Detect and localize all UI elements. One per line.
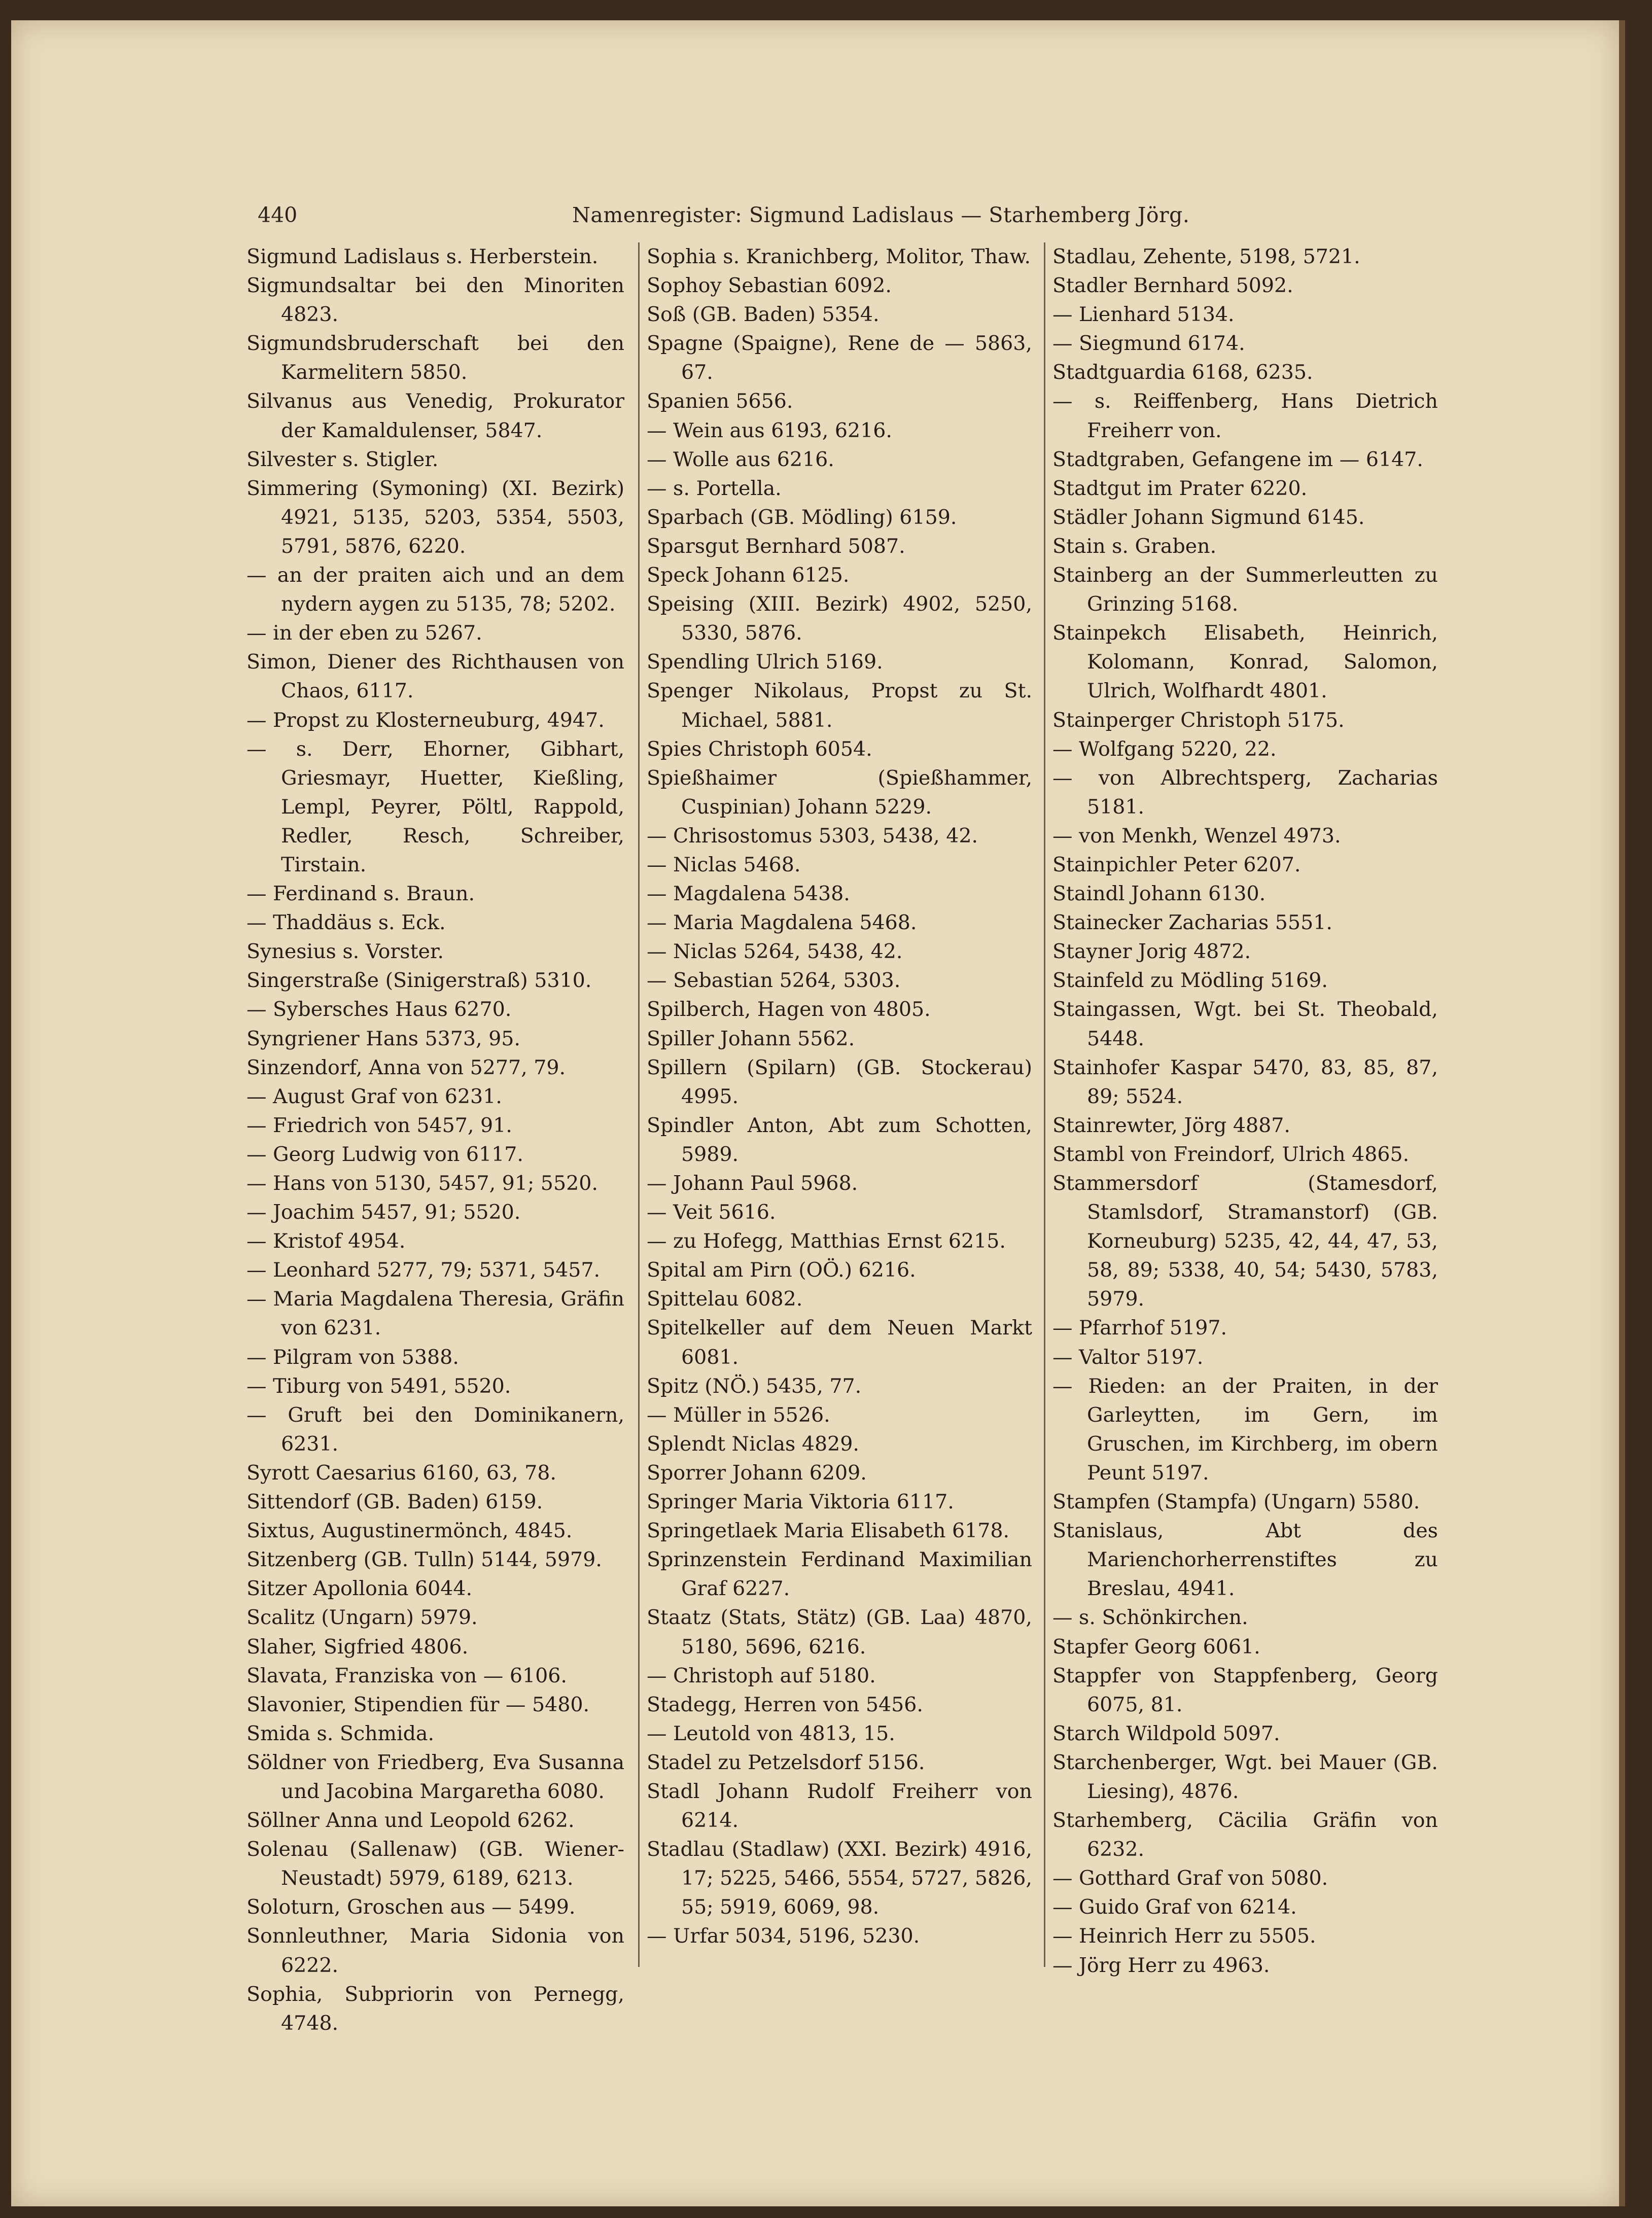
index-entry: — Niclas 5264, 5438, 42.	[647, 940, 903, 964]
index-entry: Spilberch, Hagen von 4805.	[647, 998, 931, 1022]
index-entry: Sitzenberg (GB. Tulln) 5144, 5979.	[247, 1548, 602, 1572]
index-entry: — Wolfgang 5220, 22.	[1052, 737, 1277, 761]
index-entry: Stadler Bernhard 5092.	[1052, 274, 1293, 298]
index-entry: Springer Maria Viktoria 6117.	[647, 1490, 954, 1514]
index-entry: Stambl von Freindorf, Ulrich 4865.	[1052, 1142, 1410, 1166]
index-entry: Spendling Ulrich 5169.	[647, 650, 883, 674]
index-entry: Stammersdorf (Stamesdorf, Stamlsdorf, Stramanstorf) (GB. Korneuburg) 5235, 42, 44, 47, 53, 58, 89; 5338, 40, 54; 5430, 5783, 5979.	[1052, 1172, 1438, 1311]
index-entry: Slaher, Sigfried 4806.	[247, 1635, 469, 1659]
index-entry: Spenger Nikolaus, Propst zu St. Michael, 5881.	[647, 679, 1032, 732]
index-entry: — s. Derr, Ehorner, Gibhart, Griesmayr, Huetter, Kießling, Lempl, Peyrer, Pöltl, Rappold, Redler, Resch, Schreiber, Tirstain.	[247, 737, 624, 876]
index-column-middle	[647, 242, 1032, 1951]
index-entry: Stadl Johann Rudolf Freiherr von 6214.	[647, 1779, 1032, 1833]
index-entry: Spießhaimer (Spießhammer, Cuspinian) Johann 5229.	[647, 766, 1032, 819]
index-entry: — Leutold von 4813, 15.	[647, 1721, 895, 1745]
index-entry: — Pilgram von 5388.	[247, 1345, 459, 1369]
index-entry: — s. Schönkirchen.	[1052, 1606, 1248, 1630]
index-entry: Städler Johann Sigmund 6145.	[1052, 505, 1365, 529]
page-number: 440	[258, 203, 298, 227]
index-entry: Singerstraße (Sinigerstraß) 5310.	[247, 969, 592, 993]
index-entry: — Chrisostomus 5303, 5438, 42.	[647, 824, 978, 848]
index-entry: — zu Hofegg, Matthias Ernst 6215.	[647, 1229, 1006, 1253]
index-entry: Slavata, Franziska von — 6106.	[247, 1664, 567, 1687]
index-entry: — Urfar 5034, 5196, 5230.	[647, 1924, 920, 1948]
index-entry: — Propst zu Klosterneuburg, 4947.	[247, 708, 605, 732]
index-entry: Stainpekch Elisabeth, Heinrich, Kolomann, Konrad, Salomon, Ulrich, Wolfhardt 4801.	[1052, 621, 1438, 703]
index-entry: — Hans von 5130, 5457, 91; 5520.	[247, 1172, 598, 1195]
page-header	[258, 203, 1191, 233]
index-entry: Simmering (Symoning) (XI. Bezirk) 4921, 5135, 5203, 5354, 5503, 5791, 5876, 6220.	[247, 476, 624, 558]
index-entry: Stanislaus, Abt des Marienchorherrenstiftes zu Breslau, 4941.	[1052, 1519, 1438, 1601]
index-entry: Stainhofer Kaspar 5470, 83, 85, 87, 89; 5524.	[1052, 1055, 1438, 1108]
index-entry: Soloturn, Groschen aus — 5499.	[247, 1895, 576, 1919]
index-entry: — Guido Graf von 6214.	[1052, 1895, 1297, 1919]
index-entry: Sinzendorf, Anna von 5277, 79.	[247, 1055, 566, 1079]
index-entry: Starch Wildpold 5097.	[1052, 1721, 1280, 1745]
index-entry: — von Menkh, Wenzel 4973.	[1052, 824, 1341, 848]
index-entry: — Christoph auf 5180.	[647, 1664, 876, 1687]
index-entry: — Rieden: an der Praiten, in der Garleytten, im Gern, im Gruschen, im Kirchberg, im obern Peunt 5197.	[1052, 1374, 1438, 1485]
index-entry: Sparbach (GB. Mödling) 6159.	[647, 505, 957, 529]
index-entry: Stainpichler Peter 6207.	[1052, 853, 1301, 876]
index-entry: — Georg Ludwig von 6117.	[247, 1142, 523, 1166]
index-entry: — in der eben zu 5267.	[247, 621, 482, 645]
index-entry: Spies Christoph 6054.	[647, 737, 872, 761]
index-entry: Staingassen, Wgt. bei St. Theobald, 5448.	[1052, 998, 1438, 1050]
index-entry: Stainrewter, Jörg 4887.	[1052, 1113, 1290, 1137]
running-title: Namenregister: Sigmund Ladislaus — Starhemberg Jörg.	[572, 203, 1190, 227]
index-entry: Stadtgraben, Gefangene im — 6147.	[1052, 447, 1423, 471]
index-entry: Syrott Caesarius 6160, 63, 78.	[247, 1461, 556, 1485]
index-entry: Stadel zu Petzelsdorf 5156.	[647, 1750, 925, 1774]
index-entry: Stadlau, Zehente, 5198, 5721.	[1052, 245, 1360, 268]
index-entry: Stapfer Georg 6061.	[1052, 1635, 1260, 1659]
index-entry: Sonnleuthner, Maria Sidonia von 6222.	[247, 1924, 624, 1977]
index-column-left	[247, 242, 624, 2038]
index-entry: Sigmundsaltar bei den Minoriten 4823.	[247, 274, 624, 327]
index-entry: Spagne (Spaigne), Rene de — 5863, 67.	[647, 332, 1032, 384]
index-entry: Stainecker Zacharias 5551.	[1052, 911, 1332, 935]
index-entry: — Jörg Herr zu 4963.	[1052, 1953, 1270, 1977]
index-entry: Speising (XIII. Bezirk) 4902, 5250, 5330, 5876.	[647, 592, 1032, 645]
index-entry: — Gruft bei den Dominikanern, 6231.	[247, 1403, 624, 1456]
index-entry: Staatz (Stats, Stätz) (GB. Laa) 4870, 5180, 5696, 6216.	[647, 1606, 1032, 1659]
index-entry: — Heinrich Herr zu 5505.	[1052, 1924, 1316, 1948]
index-entry: Sporrer Johann 6209.	[647, 1461, 867, 1485]
index-entry: Spanien 5656.	[647, 390, 793, 413]
index-entry: — Lienhard 5134.	[1052, 303, 1235, 327]
index-entry: — Tiburg von 5491, 5520.	[247, 1374, 511, 1398]
index-entry: Sparsgut Bernhard 5087.	[647, 534, 905, 558]
index-entry: — August Graf von 6231.	[247, 1084, 502, 1108]
index-entry: Silvester s. Stigler.	[247, 447, 439, 471]
index-entry: — Sebastian 5264, 5303.	[647, 969, 901, 993]
index-entry: Stain s. Graben.	[1052, 534, 1217, 558]
index-entry: — Maria Magdalena 5468.	[647, 911, 917, 935]
index-entry: Stainberg an der Summerleutten zu Grinzing 5168.	[1052, 564, 1438, 616]
index-entry: Starchenberger, Wgt. bei Mauer (GB. Liesing), 4876.	[1052, 1750, 1438, 1803]
index-entry: Sophia s. Kranichberg, Molitor, Thaw.	[647, 245, 1031, 268]
column-divider	[638, 242, 640, 1967]
index-entry: — Valtor 5197.	[1052, 1345, 1204, 1369]
index-entry: — Thaddäus s. Eck.	[247, 911, 446, 935]
index-entry: Stadegg, Herren von 5456.	[647, 1693, 923, 1716]
index-entry: Sophia, Subpriorin von Pernegg, 4748.	[247, 1982, 624, 2035]
index-entry: — Gotthard Graf von 5080.	[1052, 1867, 1328, 1890]
index-entry: — von Albrechtsperg, Zacharias 5181.	[1052, 766, 1438, 819]
index-entry: Springetlaek Maria Elisabeth 6178.	[647, 1519, 1010, 1543]
index-entry: Sittendorf (GB. Baden) 6159.	[247, 1490, 543, 1514]
index-entry: Soß (GB. Baden) 5354.	[647, 303, 880, 327]
index-entry: Sitzer Apollonia 6044.	[247, 1577, 473, 1601]
index-entry: Stappfer von Stappfenberg, Georg 6075, 81.	[1052, 1664, 1438, 1716]
column-divider	[1044, 242, 1045, 1967]
index-entry: Sigmund Ladislaus s. Herberstein.	[247, 245, 599, 268]
index-entry: Sprinzenstein Ferdinand Maximilian Graf 6227.	[647, 1548, 1032, 1601]
index-entry: Smida s. Schmida.	[247, 1721, 435, 1745]
index-entry: — Magdalena 5438.	[647, 882, 850, 906]
index-entry: — Kristof 4954.	[247, 1229, 406, 1253]
index-entry: — Maria Magdalena Theresia, Gräfin von 6231.	[247, 1287, 624, 1340]
index-entry: — Niclas 5468.	[647, 853, 801, 876]
index-entry: Stayner Jorig 4872.	[1052, 940, 1251, 964]
index-entry: Splendt Niclas 4829.	[647, 1432, 859, 1456]
index-entry: — Friedrich von 5457, 91.	[247, 1113, 512, 1137]
index-entry: Synesius s. Vorster.	[247, 940, 444, 964]
index-entry: Starhemberg, Cäcilia Gräfin von 6232.	[1052, 1809, 1438, 1861]
index-entry: Stainperger Christoph 5175.	[1052, 708, 1345, 732]
index-entry: Silvanus aus Venedig, Prokurator der Kamaldulenser, 5847.	[247, 390, 624, 442]
index-entry: — Wolle aus 6216.	[647, 447, 834, 471]
index-entry: Speck Johann 6125.	[647, 564, 850, 587]
index-entry: Stadtguardia 6168, 6235.	[1052, 361, 1313, 384]
index-entry: Simon, Diener des Richthausen von Chaos, 6117.	[247, 650, 624, 703]
index-entry: — Siegmund 6174.	[1052, 332, 1245, 356]
index-entry: Stainfeld zu Mödling 5169.	[1052, 969, 1328, 993]
index-entry: Spittelau 6082.	[647, 1287, 803, 1311]
index-entry: — an der praiten aich und an dem nydern aygen zu 5135, 78; 5202.	[247, 564, 624, 616]
index-entry: — Leonhard 5277, 79; 5371, 5457.	[247, 1258, 601, 1282]
index-entry: Spindler Anton, Abt zum Schotten, 5989.	[647, 1113, 1032, 1166]
index-entry: Solenau (Sallenaw) (GB. Wiener-Neustadt) 5979, 6189, 6213.	[247, 1838, 624, 1890]
index-entry: Spital am Pirn (OÖ.) 6216.	[647, 1258, 916, 1282]
index-entry: Sophoy Sebastian 6092.	[647, 274, 892, 298]
index-entry: Sigmundsbruderschaft bei den Karmelitern 5850.	[247, 332, 624, 384]
index-entry: — Joachim 5457, 91; 5520.	[247, 1201, 521, 1224]
index-entry: Stampfen (Stampfa) (Ungarn) 5580.	[1052, 1490, 1420, 1514]
index-entry: Spiller Johann 5562.	[647, 1027, 855, 1050]
index-entry: — s. Portella.	[647, 476, 782, 500]
index-entry: Söldner von Friedberg, Eva Susanna und Jacobina Margaretha 6080.	[247, 1750, 624, 1803]
index-entry: Söllner Anna und Leopold 6262.	[247, 1809, 575, 1833]
index-entry: — Sybersches Haus 6270.	[247, 998, 512, 1022]
index-entry: Scalitz (Ungarn) 5979.	[247, 1606, 478, 1630]
index-entry: — Ferdinand s. Braun.	[247, 882, 475, 906]
index-entry: Staindl Johann 6130.	[1052, 882, 1266, 906]
index-entry: Syngriener Hans 5373, 95.	[247, 1027, 520, 1050]
index-entry: — Johann Paul 5968.	[647, 1172, 858, 1195]
index-entry: — Pfarrhof 5197.	[1052, 1316, 1227, 1340]
index-entry: Spitz (NÖ.) 5435, 77.	[647, 1374, 862, 1398]
index-entry: — Müller in 5526.	[647, 1403, 830, 1427]
index-entry: Spitelkeller auf dem Neuen Markt 6081.	[647, 1316, 1032, 1369]
index-entry: Sixtus, Augustinermönch, 4845.	[247, 1519, 573, 1543]
index-entry: Stadtgut im Prater 6220.	[1052, 476, 1308, 500]
index-entry: Slavonier, Stipendien für — 5480.	[247, 1693, 590, 1716]
index-entry: Stadlau (Stadlaw) (XXI. Bezirk) 4916, 17; 5225, 5466, 5554, 5727, 5826, 55; 5919, 6069, 98.	[647, 1838, 1032, 1919]
index-column-right	[1052, 242, 1438, 1980]
index-entry: — Veit 5616.	[647, 1201, 776, 1224]
index-entry: — Wein aus 6193, 6216.	[647, 418, 892, 442]
index-entry: — s. Reiffenberg, Hans Dietrich Freiherr von.	[1052, 390, 1438, 442]
index-entry: Spillern (Spilarn) (GB. Stockerau) 4995.	[647, 1055, 1032, 1108]
